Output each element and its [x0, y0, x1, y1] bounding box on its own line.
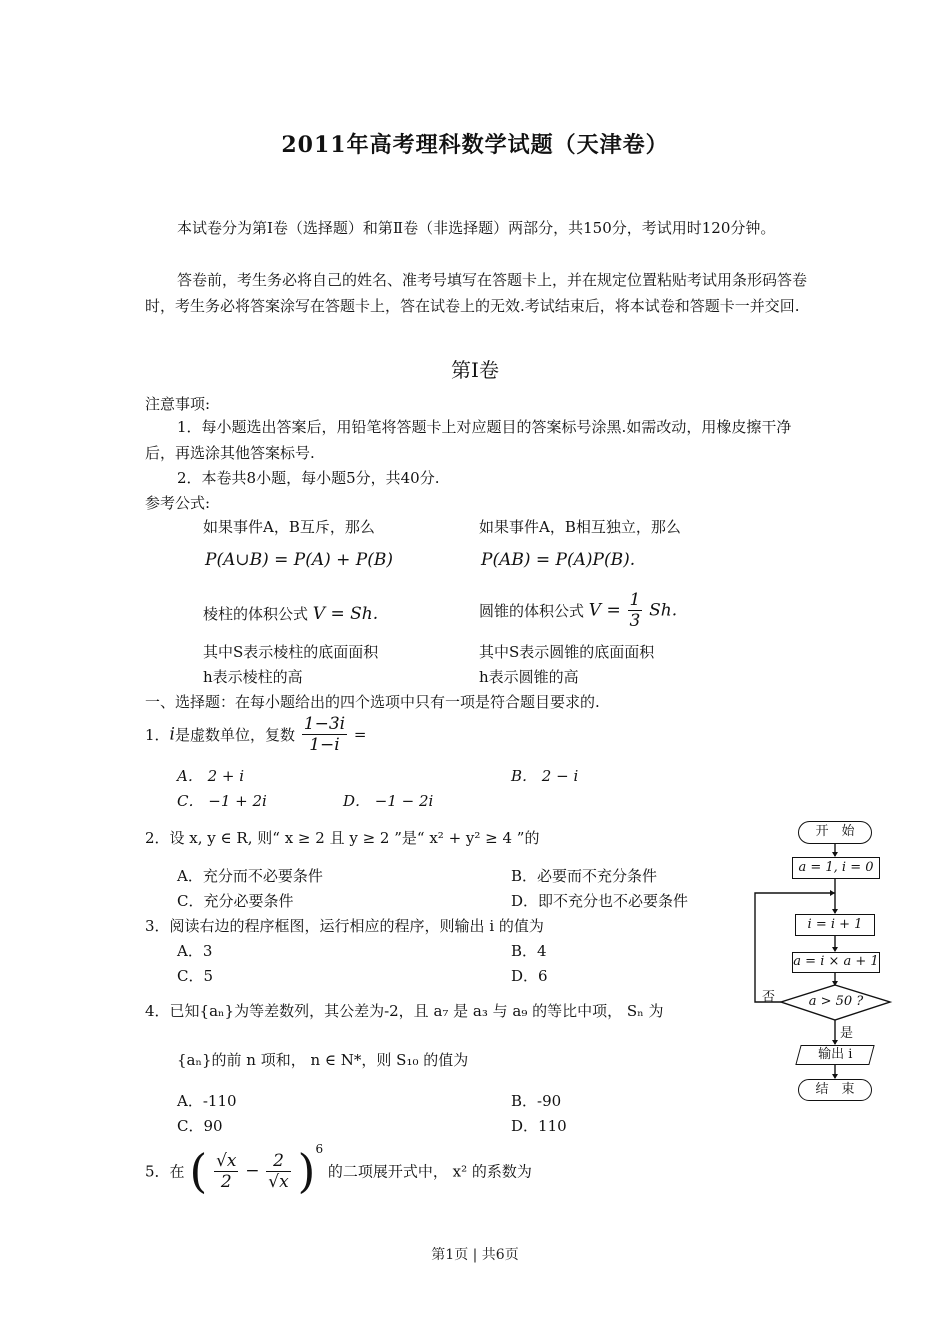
q5-text: 的二项展开式中， x² 的系数为 — [327, 1162, 532, 1181]
q3-option-c: C．5 — [177, 967, 214, 985]
q5-term2-num: 2 — [266, 1151, 290, 1172]
q1-text: 是虚数单位，复数 — [174, 726, 295, 744]
prism-h-note: h表示棱柱的高 — [203, 668, 303, 686]
part1-heading: 一、选择题：在每小题给出的四个选项中只有一项是符合题目要求的. — [145, 693, 600, 711]
formula-independent: P(AB) = P(A)P(B). — [481, 550, 636, 570]
q5-number: 5．在 — [145, 1162, 185, 1181]
q5-minus: − — [245, 1161, 260, 1181]
q2-option-b: B．必要而不充分条件 — [511, 867, 658, 885]
prism-label: 棱柱的体积公式 — [203, 605, 309, 623]
q1-fraction — [302, 714, 347, 755]
q1-option-c: C． −1 + 2i — [177, 792, 267, 810]
flowchart-output — [795, 1045, 874, 1065]
cone-volume — [479, 590, 677, 631]
prism-s-note: 其中S表示棱柱的底面面积 — [203, 643, 379, 661]
q3-option-a: A．3 — [177, 942, 213, 960]
flowchart-end: 结 束 — [798, 1079, 872, 1101]
cone-h-note: h表示圆锥的高 — [479, 668, 579, 686]
flowchart-condition: a > 50 ? — [808, 994, 864, 1009]
intro-paragraph-2: 答卷前，考生务必将自己的姓名、准考号填写在答题卡上，并在规定位置粘贴考试用条形码答卷时，考生务必将答案涂写在答题卡上，答在试卷上的无效.考试结束后，将本试卷和答题卡一并交回. — [145, 271, 808, 315]
flowchart-step1: i = i + 1 — [795, 914, 875, 936]
q5-left-paren: ( — [189, 1144, 208, 1198]
cone-fraction — [628, 590, 643, 631]
flowchart — [750, 815, 910, 1115]
formula-left-condition: 如果事件A，B互斥，那么 — [203, 518, 375, 536]
q2-option-d: D．即不充分也不必要条件 — [511, 892, 689, 910]
q5-right-paren: ) — [297, 1144, 316, 1198]
notes-item-2: 2．本卷共8小题，每小题5分，共40分. — [177, 469, 440, 487]
flowchart-yes-label: 是 — [840, 1026, 854, 1041]
q1-stem — [145, 714, 366, 755]
cone-fraction-den: 3 — [629, 611, 641, 631]
prism-volume — [203, 603, 378, 624]
flowchart-start: 开 始 — [798, 821, 872, 844]
notes-heading: 注意事项: — [145, 395, 211, 413]
q4-option-a: A．-110 — [177, 1092, 237, 1110]
q5-term1-num: √x — [216, 1150, 237, 1171]
formulas-heading: 参考公式: — [145, 494, 211, 512]
cone-v: V = — [588, 600, 621, 621]
section-heading: 第Ⅰ卷 — [451, 358, 499, 382]
flowchart-init: a = 1, i = 0 — [792, 857, 880, 879]
q1-equals: = — [353, 725, 367, 744]
q1-option-d: D． −1 − 2i — [343, 792, 434, 810]
prism-formula: V = Sh. — [312, 604, 379, 624]
cone-s-note: 其中S表示圆锥的底面面积 — [479, 643, 655, 661]
intro-paragraph-1: 本试卷分为第Ⅰ卷（选择题）和第Ⅱ卷（非选择题）两部分，共150分，考试用时120分钟。 — [177, 219, 776, 237]
q4-stem-1: 4．已知{aₙ}为等差数列，其公差为-2，且 a₇ 是 a₃ 与 a₉ 的等比中项， Sₙ 为 — [145, 1002, 664, 1020]
cone-fraction-num: 1 — [629, 590, 641, 610]
formula-union: P(A∪B) = P(A) + P(B) — [205, 550, 393, 570]
q1-option-a: A． 2 + i — [177, 767, 245, 785]
q3-option-d: D．6 — [511, 967, 548, 985]
q5-term1-den: 2 — [220, 1171, 232, 1192]
q2-stem: 2．设 x, y ∈ R, 则“ x ≥ 2 且 y ≥ 2 ”是“ x² + y² ≥ 4 ”的 — [145, 829, 540, 847]
flowchart-step2: a = i × a + 1 — [792, 952, 880, 973]
q5-term2-den: √x — [268, 1171, 289, 1192]
cone-tail: Sh. — [649, 600, 678, 621]
q1-fraction-num: 1−3i — [303, 714, 346, 734]
q3-option-b: B．4 — [511, 942, 547, 960]
q2-option-c: C．充分必要条件 — [177, 892, 294, 910]
q5-stem — [145, 1142, 532, 1198]
q4-option-d: D．110 — [511, 1117, 567, 1135]
notes-item-1: 1．每小题选出答案后，用铅笔将答题卡上对应题目的答案标号涂黑.如需改动，用橡皮擦干净后，再选涂其他答案标号. — [145, 418, 792, 462]
page-title: 2011年高考理科数学试题（天津卷） — [281, 132, 669, 158]
cone-label: 圆锥的体积公式 — [479, 602, 585, 620]
q1-number: 1． — [145, 726, 170, 744]
q5-power: 6 — [315, 1142, 324, 1156]
q5-term1 — [214, 1151, 238, 1192]
q5-term2 — [266, 1151, 290, 1192]
q4-stem-2: {aₙ}的前 n 项和， n ∈ N*，则 S₁₀ 的值为 — [177, 1051, 469, 1069]
q3-stem: 3．阅读右边的程序框图，运行相应的程序，则输出 i 的值为 — [145, 917, 544, 935]
q1-i: i — [169, 724, 175, 745]
q2-option-a: A．充分而不必要条件 — [177, 867, 323, 885]
page-footer: 第1页 | 共6页 — [431, 1247, 519, 1263]
formula-right-condition: 如果事件A，B相互独立，那么 — [479, 518, 681, 536]
flowchart-no-label: 否 — [762, 990, 776, 1005]
flowchart-output-label: 输出 i — [817, 1047, 853, 1062]
q1-option-b: B． 2 − i — [511, 767, 579, 785]
q4-option-c: C．90 — [177, 1117, 223, 1135]
q1-fraction-den: 1−i — [309, 735, 340, 755]
q4-option-b: B．-90 — [511, 1092, 562, 1110]
